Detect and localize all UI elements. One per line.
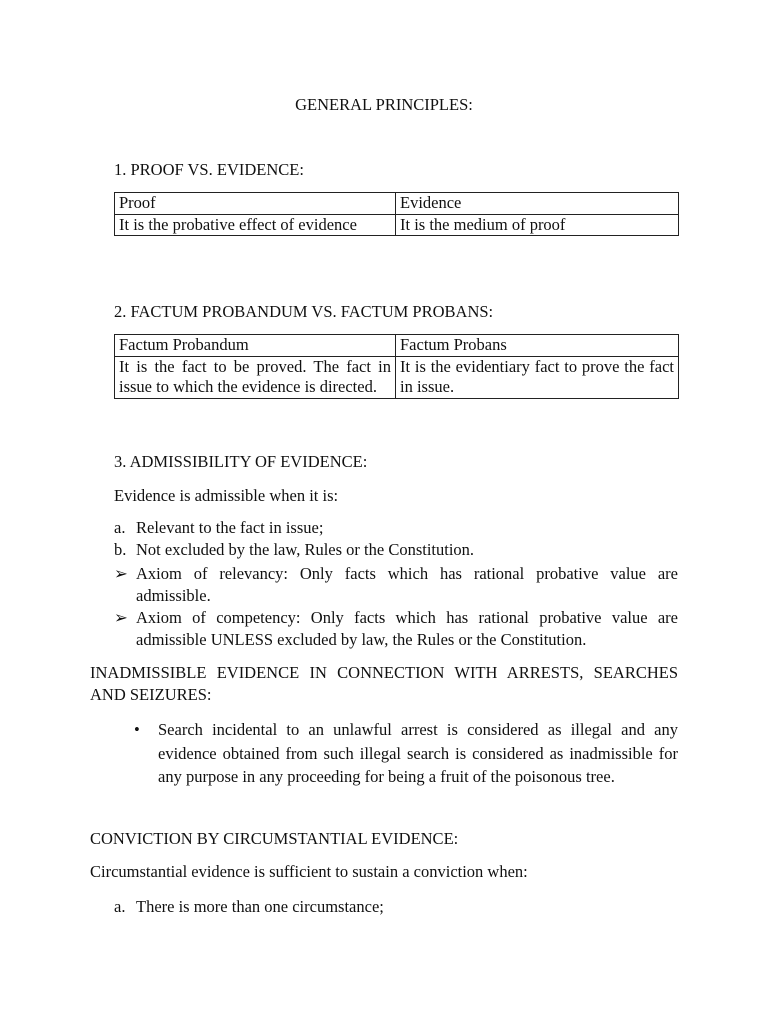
bullet-dot-icon: •: [134, 720, 140, 739]
list-marker: a.: [114, 518, 126, 537]
section-heading-factum: 2. FACTUM PROBANDUM VS. FACTUM PROBANS:: [114, 302, 494, 321]
list-marker: a.: [114, 897, 126, 916]
list-item: [114, 518, 324, 538]
table-cell: It is the probative effect of evidence: [115, 214, 396, 236]
axiom-text: Axiom of relevancy: Only facts which has rational probative value are admissible.: [136, 564, 678, 605]
arrow-bullet-icon: ➢: [114, 608, 128, 627]
table-header-cell: Evidence: [396, 193, 679, 215]
arrow-bullet-icon: ➢: [114, 564, 128, 583]
list-marker: b.: [114, 540, 127, 559]
table-header-row: [115, 193, 679, 215]
axiom-competency-item: [114, 607, 678, 651]
list-item-text: Relevant to the fact in issue;: [136, 518, 324, 537]
table-cell: It is the medium of proof: [396, 214, 679, 236]
page-title: GENERAL PRINCIPLES:: [295, 95, 473, 114]
section-heading-proof-vs-evidence: 1. PROOF VS. EVIDENCE:: [114, 160, 304, 179]
proof-evidence-table: [114, 192, 679, 236]
inadmissible-heading: INADMISSIBLE EVIDENCE IN CONNECTION WITH ARRESTS, SEARCHES AND SEIZURES:: [90, 663, 678, 704]
table-row: [115, 356, 679, 398]
list-item: [114, 897, 384, 917]
bullet-text: Search incidental to an unlawful arrest is considered as illegal and any evidence obtained from such illegal search is considered as inadmissible for any purpose in any proceeding for being a fruit of the poisonous tree.: [158, 720, 678, 786]
circumstantial-heading: CONVICTION BY CIRCUMSTANTIAL EVIDENCE:: [90, 829, 459, 848]
table-cell: It is the fact to be proved. The fact in issue to which the evidence is directed.: [115, 356, 396, 398]
bullet-item: [134, 718, 678, 789]
list-item: [114, 540, 475, 560]
list-item-text: There is more than one circumstance;: [136, 897, 384, 916]
axiom-text: Axiom of competency: Only facts which has rational probative value are admissible UNLESS excluded by law, the Rules or the Constitution.: [136, 608, 678, 649]
section-heading-admissibility: 3. ADMISSIBILITY OF EVIDENCE:: [114, 452, 368, 471]
admissibility-intro: Evidence is admissible when it is:: [114, 486, 339, 505]
table-header-row: [115, 335, 679, 357]
table-header-cell: Factum Probandum: [115, 335, 396, 357]
circumstantial-intro: Circumstantial evidence is sufficient to sustain a conviction when:: [90, 862, 528, 881]
table-header-cell: Proof: [115, 193, 396, 215]
factum-table: [114, 334, 679, 399]
list-item-text: Not excluded by the law, Rules or the Constitution.: [136, 540, 475, 559]
axiom-relevancy-item: [114, 563, 678, 607]
table-row: [115, 214, 679, 236]
table-header-cell: Factum Probans: [396, 335, 679, 357]
table-cell: It is the evidentiary fact to prove the fact in issue.: [396, 356, 679, 398]
